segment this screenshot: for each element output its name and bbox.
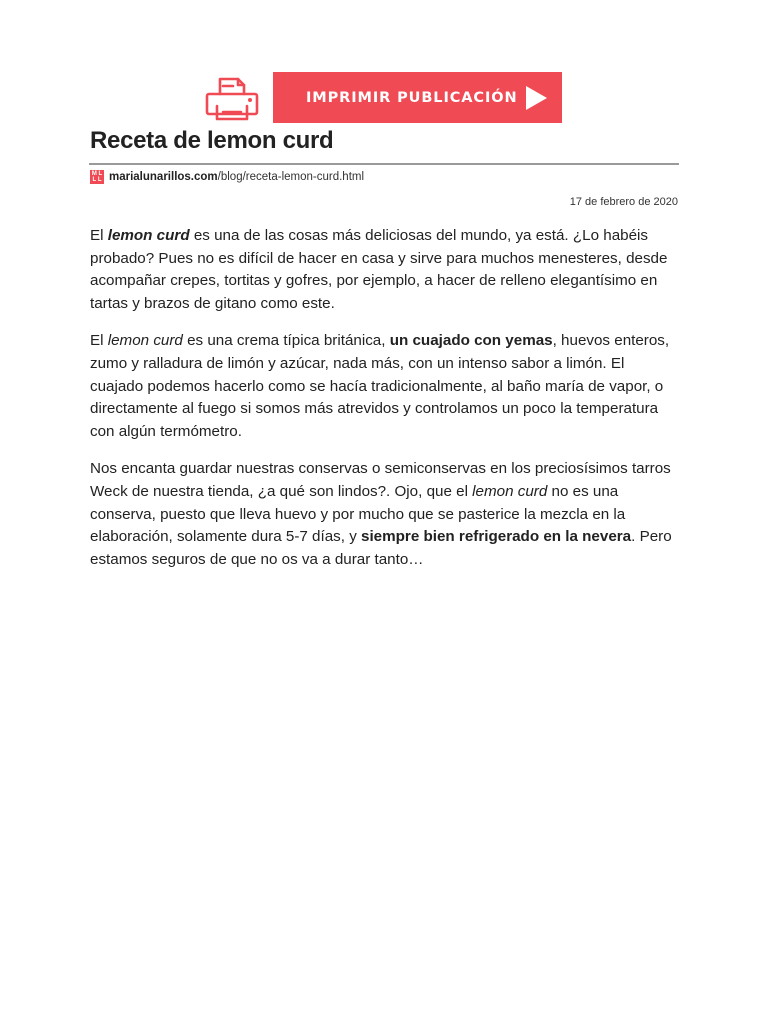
- source-link[interactable]: [90, 170, 364, 184]
- paragraph-text: El: [90, 227, 108, 244]
- site-favicon-icon: M L L L: [91, 171, 103, 183]
- title-divider: [89, 163, 679, 165]
- printer-icon[interactable]: [204, 76, 260, 122]
- strong-text: un cuajado con yemas: [389, 332, 553, 350]
- print-publication-button[interactable]: [273, 72, 562, 123]
- print-button-label: IMPRIMIR PUBLICACIÓN: [306, 89, 518, 106]
- publication-date: 17 de febrero de 2020: [569, 196, 678, 208]
- paragraph-text: El: [90, 332, 108, 350]
- paragraph-text: es una de las cosas más deliciosas del mundo, ya está. ¿Lo habéis probado? Pues no es difícil de hacer en casa y sirve para muchos menesteres, desde acompañar crepes, tortitas y gofres, por ejemplo, a hacer de relleno elegantísimo en tartas y brazos de gitano como este.: [90, 227, 668, 312]
- strong-emphasis-text: [108, 227, 190, 244]
- paragraph-text: , huevos enteros, zumo y ralladura de limón y azúcar, nada más, con un intenso sabor a limón. El cuajado podemos hacerlo como se hacía tradicionalmente, al baño maría de vapor, o directamente al fuego si somos más atrevidos y controlamos un poco la temperatura con algún termómetro.: [90, 332, 670, 440]
- article-paragraph: [90, 225, 680, 315]
- emphasis-text: lemon curd: [107, 332, 183, 350]
- article-paragraph: [90, 330, 680, 443]
- emphasis-text: lemon curd: [107, 227, 190, 244]
- paragraph-text: es una crema típica británica,: [182, 332, 390, 350]
- article-body: [90, 225, 680, 586]
- paragraph-text: no es una conserva, puesto que lleva huevo y por mucho que se pasterice la mezcla en la elaboración, solamente dura 5-7 días, y: [90, 482, 626, 546]
- source-path: /blog/receta-lemon-curd.html: [217, 171, 365, 183]
- paragraph-text: Nos encanta guardar nuestras conservas o semiconservas en los preciosísimos tarros Weck de nuestra tienda, ¿a qué son lindos?. Ojo, que el: [90, 460, 671, 500]
- play-icon: [526, 86, 547, 110]
- article-paragraph: [90, 458, 680, 571]
- page-title: Receta de lemon curd: [90, 127, 334, 154]
- print-bar: [204, 72, 562, 124]
- strong-text: siempre bien refrigerado en la nevera: [361, 528, 632, 546]
- emphasis-text: lemon curd: [472, 482, 548, 500]
- paragraph-text: . Pero estamos seguros de que no os va a durar tanto…: [90, 528, 672, 568]
- source-domain: marialunarillos.com: [109, 171, 218, 183]
